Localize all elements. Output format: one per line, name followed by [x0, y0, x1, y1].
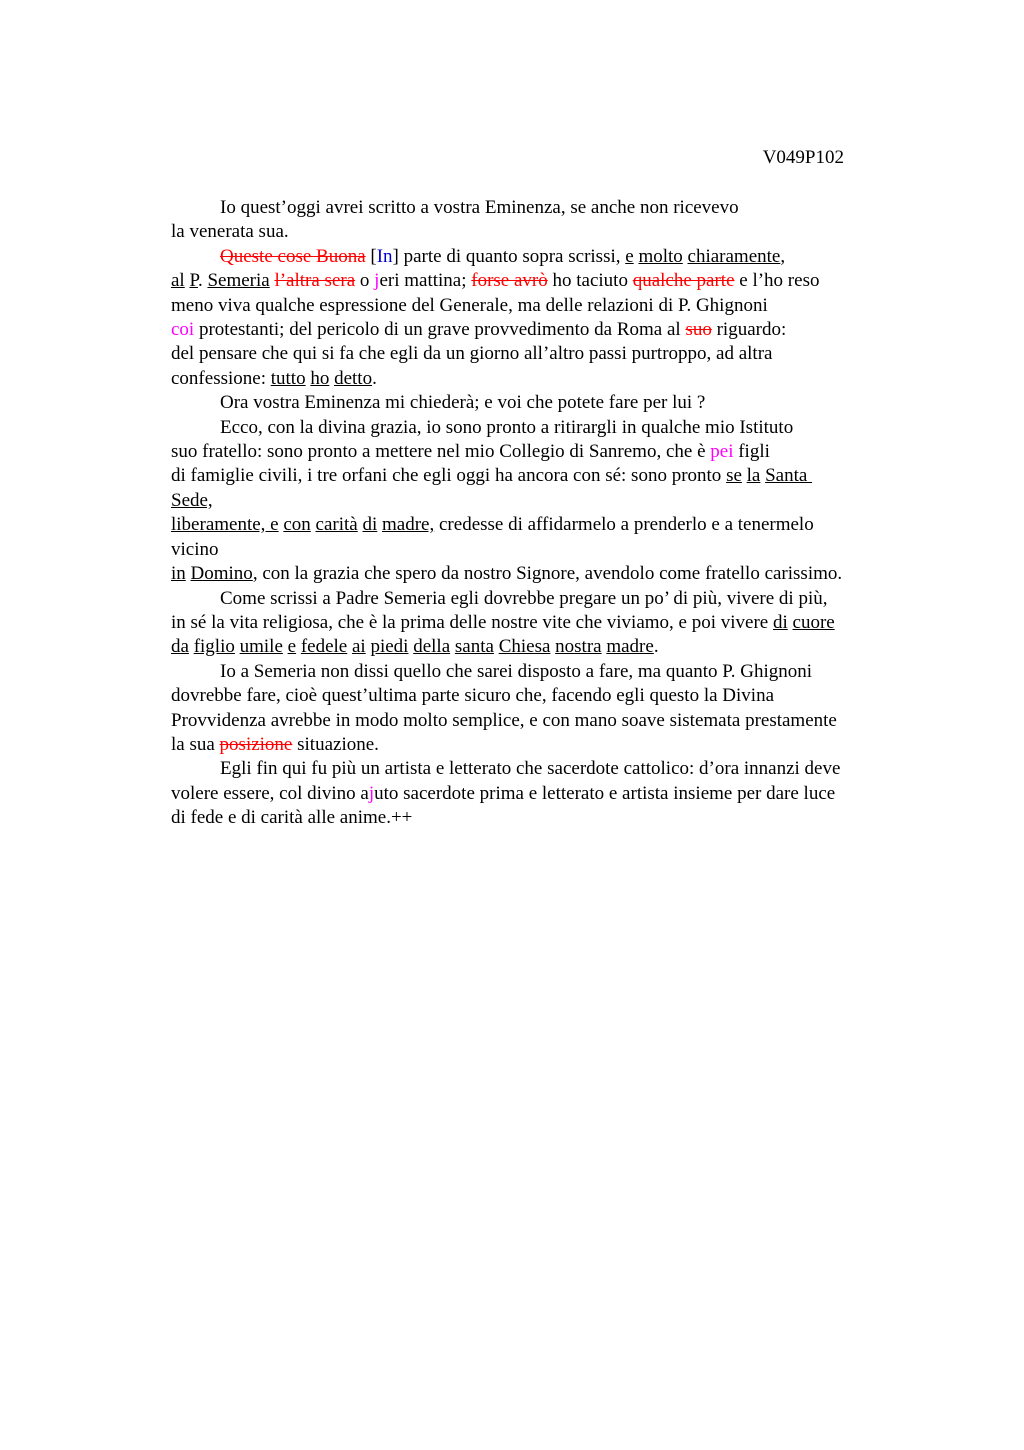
- underlined-text: con: [283, 514, 311, 536]
- text-line: [171, 342, 911, 366]
- text-line: [171, 782, 911, 806]
- text-line: [171, 196, 911, 220]
- text-run: Io a Semeria non dissi quello che sarei disposto a fare, ma quanto P. Ghignoni: [220, 660, 813, 682]
- underlined-text: ho: [310, 367, 330, 389]
- underlined-text: al: [171, 270, 185, 292]
- underlined-text: detto: [334, 367, 373, 389]
- text-run: o: [355, 270, 375, 292]
- text-run: di fede e di carità alle anime.++: [171, 807, 413, 829]
- inserted-text: j: [374, 270, 380, 292]
- deleted-text: forse avrò: [471, 270, 548, 292]
- underlined-text: madre: [606, 636, 654, 658]
- underlined-text: la: [746, 465, 761, 487]
- text-run: ho taciuto: [547, 270, 633, 292]
- text-run: Ora vostra Eminenza mi chiederà; e voi che potete fare per lui ?: [220, 392, 706, 414]
- text-run: in sé la vita religiosa, che è la prima delle nostre vite che viviamo, e poi vivere: [171, 611, 773, 633]
- underlined-text: P: [189, 270, 198, 292]
- text-run: .: [653, 636, 659, 658]
- underlined-text: ai: [351, 636, 366, 658]
- text-run: e l’ho reso: [734, 270, 820, 292]
- deleted-text: posizione: [219, 733, 293, 755]
- underlined-text: liberamente, e: [171, 514, 279, 536]
- deleted-text: suo: [685, 319, 712, 341]
- inserted-text: coi: [171, 319, 195, 341]
- underlined-text: Santa: [765, 465, 813, 487]
- text-run: [: [365, 245, 377, 267]
- text-line: [171, 587, 911, 611]
- text-run: Ecco, con la divina grazia, io sono pronto a ritirargli in qualche mio Istituto: [220, 416, 794, 438]
- text-run: ] parte di quanto sopra scrissi,: [392, 245, 626, 267]
- text-run: eri mattina;: [379, 270, 472, 292]
- underlined-text: e: [625, 245, 634, 267]
- text-run: dovrebbe fare, cioè quest’ultima parte sicuro che, facendo egli questo la Divina: [171, 685, 775, 707]
- underlined-text: santa: [454, 636, 494, 658]
- underlined-text: Chiesa: [498, 636, 551, 658]
- page-identifier: V049P102: [762, 147, 844, 168]
- underlined-text: di: [362, 514, 378, 536]
- text-run: credesse di affidarmelo a prenderlo e a tenermelo: [434, 514, 814, 536]
- underlined-text: da: [171, 636, 189, 658]
- underlined-text: figlio: [193, 636, 235, 658]
- deleted-text: l’altra sera: [274, 270, 356, 292]
- underlined-text: umile: [239, 636, 283, 658]
- text-run: Come scrissi a Padre Semeria egli dovrebbe pregare un po’ di più, vivere di più,: [220, 587, 828, 609]
- underlined-text: chiaramente: [687, 245, 781, 267]
- text-run: la sua: [171, 733, 220, 755]
- text-line: [171, 757, 911, 781]
- text-run: .: [372, 367, 377, 389]
- text-line: [171, 806, 911, 830]
- text-run: .: [197, 270, 208, 292]
- underlined-text: madre,: [382, 514, 435, 536]
- text-run: suo fratello: sono pronto a mettere nel mio Collegio di Sanremo, che è: [171, 441, 711, 463]
- text-run: vicino: [171, 538, 219, 560]
- text-line: [171, 513, 911, 537]
- text-line: [171, 318, 911, 342]
- deleted-text: qualche parte: [632, 270, 735, 292]
- underlined-text: Semeria: [207, 270, 270, 292]
- underlined-text: nostra: [555, 636, 602, 658]
- underlined-text: piedi: [370, 636, 409, 658]
- text-run: protestanti; del pericolo di un grave provvedimento da Roma al: [194, 319, 686, 341]
- text-line: [171, 391, 911, 415]
- inserted-text: In: [376, 245, 393, 267]
- text-line: [171, 220, 911, 244]
- text-run: volere essere, col divino a: [171, 782, 369, 804]
- text-line: [171, 269, 911, 293]
- text-run: meno viva qualche espressione del Generale, ma delle relazioni di P. Ghignoni: [171, 294, 768, 316]
- underlined-text: cuore: [792, 611, 835, 633]
- text-line: [171, 294, 911, 318]
- text-run: di famiglie civili, i tre orfani che egli oggi ha ancora con sé: sono pronto: [171, 465, 727, 487]
- text-run: confessione:: [171, 367, 271, 389]
- text-line: [171, 684, 911, 708]
- text-line: [171, 538, 911, 562]
- underlined-text: in: [171, 563, 186, 585]
- text-run: , con la grazia che spero da nostro Signore, avendolo come fratello carissimo.: [252, 563, 843, 585]
- text-line: [171, 562, 911, 586]
- deleted-text: Queste cose Buona: [220, 245, 366, 267]
- text-line: [171, 660, 911, 684]
- inserted-text: j: [368, 782, 375, 804]
- text-run: la venerata sua.: [171, 221, 289, 243]
- text-line: [171, 245, 911, 269]
- text-run: Provvidenza avrebbe in modo molto semplice, e con mano soave sistemata prestamente: [171, 709, 837, 731]
- underlined-text: della: [413, 636, 451, 658]
- text-run: figli: [733, 441, 770, 463]
- underlined-text: tutto: [270, 367, 306, 389]
- text-run: riguardo:: [711, 319, 787, 341]
- inserted-text: pei: [710, 441, 734, 463]
- text-line: [171, 464, 911, 488]
- underlined-text: se: [726, 465, 742, 487]
- underlined-text: Domino: [190, 563, 253, 585]
- text-line: [171, 416, 911, 440]
- text-run: Egli fin qui fu più un artista e letterato che sacerdote cattolico: d’ora innanzi deve: [220, 758, 841, 780]
- text-run: Io quest’oggi avrei scritto a vostra Eminenza, se anche non ricevevo: [220, 197, 739, 218]
- text-line: [171, 611, 911, 635]
- text-line: [171, 489, 911, 513]
- text-line: [171, 635, 911, 659]
- text-run: ,: [780, 245, 786, 267]
- text-run: uto sacerdote prima e letterato e artista insieme per dare luce: [374, 782, 836, 804]
- underlined-text: Sede,: [171, 489, 213, 511]
- underlined-text: molto: [638, 245, 683, 267]
- underlined-text: e: [287, 636, 297, 658]
- text-run: situazione.: [292, 733, 379, 755]
- underlined-text: di: [772, 611, 788, 633]
- text-line: [171, 367, 911, 391]
- underlined-text: carità: [315, 514, 358, 536]
- text-line: [171, 733, 911, 757]
- underlined-text: fedele: [300, 636, 348, 658]
- letter-body: [171, 196, 911, 831]
- text-run: del pensare che qui si fa che egli da un giorno all’altro passi purtroppo, ad altra: [171, 343, 773, 365]
- text-line: [171, 709, 911, 733]
- text-line: [171, 440, 911, 464]
